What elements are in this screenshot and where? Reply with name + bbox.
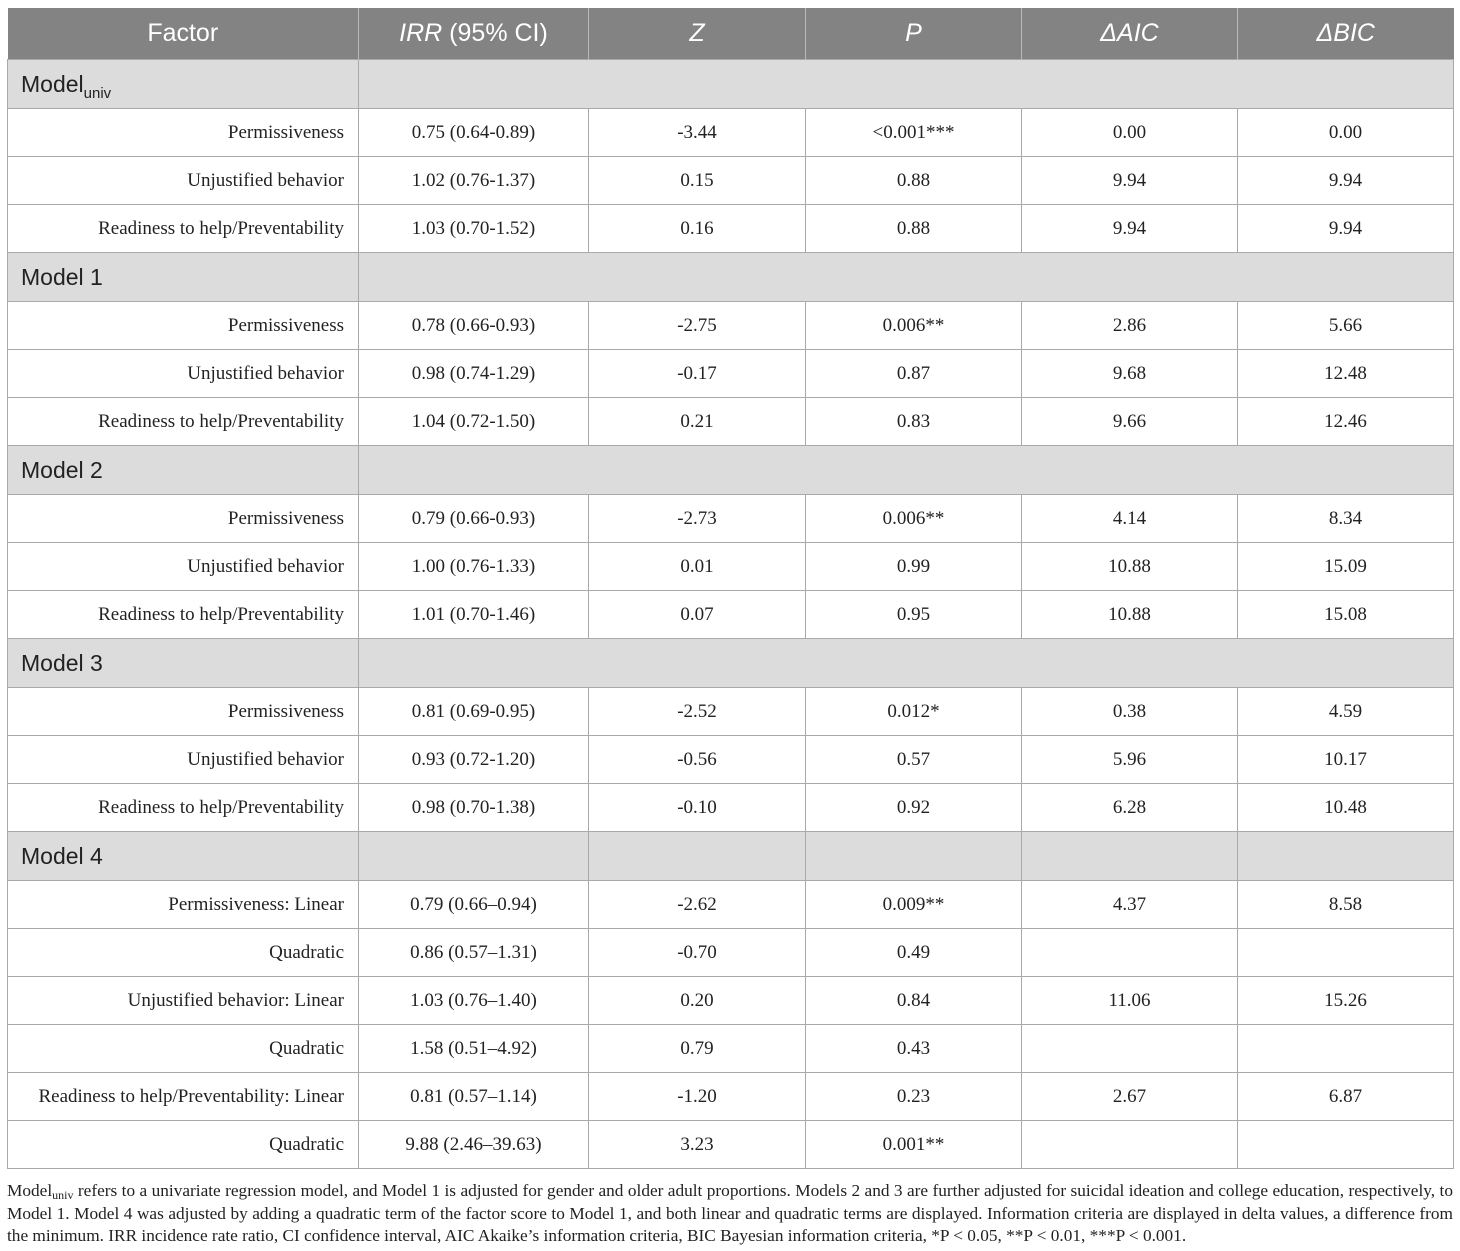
cell-factor: Quadratic (8, 929, 359, 977)
header-delta-aic: ΔAIC (1022, 8, 1238, 60)
table-header-row (8, 8, 1454, 60)
cell-delta-bic: 4.59 (1238, 688, 1454, 736)
cell-delta-bic: 12.46 (1238, 398, 1454, 446)
cell-factor: Unjustified behavior (8, 350, 359, 398)
model-group-name (8, 639, 359, 688)
cell-irr: 1.03 (0.70-1.52) (359, 205, 589, 253)
cell-factor: Permissiveness (8, 688, 359, 736)
cell-irr: 1.03 (0.76–1.40) (359, 977, 589, 1025)
cell-p: 0.006** (806, 495, 1022, 543)
header-z: Z (589, 8, 806, 60)
footnote-lead-subscript: univ (52, 1188, 74, 1202)
table-row (8, 929, 1454, 977)
cell-z: -1.20 (589, 1073, 806, 1121)
cell-factor: Readiness to help/Preventability (8, 205, 359, 253)
model-group-empty-cell (359, 832, 589, 881)
cell-irr: 1.00 (0.76-1.33) (359, 543, 589, 591)
cell-irr: 0.81 (0.57–1.14) (359, 1073, 589, 1121)
model-group-row (8, 446, 1454, 495)
cell-p: 0.99 (806, 543, 1022, 591)
cell-delta-aic: 9.68 (1022, 350, 1238, 398)
cell-z: 0.16 (589, 205, 806, 253)
cell-delta-aic (1022, 1121, 1238, 1169)
model-name-main: Model (21, 70, 84, 97)
cell-p: 0.23 (806, 1073, 1022, 1121)
model-group-row (8, 60, 1454, 109)
model-group-spacer (359, 60, 1454, 109)
cell-p: 0.83 (806, 398, 1022, 446)
cell-z: -2.75 (589, 302, 806, 350)
cell-p: 0.95 (806, 591, 1022, 639)
cell-irr: 0.78 (0.66-0.93) (359, 302, 589, 350)
model-name-main: Model 2 (21, 456, 103, 483)
cell-factor: Permissiveness (8, 109, 359, 157)
model-name-subscript: univ (83, 84, 112, 102)
cell-factor: Quadratic (8, 1121, 359, 1169)
cell-delta-aic: 10.88 (1022, 543, 1238, 591)
model-group-empty-cell (1022, 832, 1238, 881)
cell-factor: Readiness to help/Preventability (8, 591, 359, 639)
cell-z: 0.21 (589, 398, 806, 446)
table-row (8, 398, 1454, 446)
cell-irr: 0.98 (0.74-1.29) (359, 350, 589, 398)
cell-delta-aic: 9.94 (1022, 205, 1238, 253)
cell-factor: Permissiveness: Linear (8, 881, 359, 929)
cell-z: -2.52 (589, 688, 806, 736)
model-group-row (8, 832, 1454, 881)
cell-delta-bic: 15.08 (1238, 591, 1454, 639)
table-row (8, 881, 1454, 929)
model-group-row (8, 639, 1454, 688)
table-body (8, 60, 1454, 1169)
table-row (8, 495, 1454, 543)
cell-factor: Unjustified behavior (8, 736, 359, 784)
cell-delta-aic: 2.86 (1022, 302, 1238, 350)
cell-z: 3.23 (589, 1121, 806, 1169)
cell-z: 0.79 (589, 1025, 806, 1073)
table-row (8, 1121, 1454, 1169)
cell-factor: Unjustified behavior (8, 157, 359, 205)
table-row (8, 591, 1454, 639)
cell-p: 0.88 (806, 157, 1022, 205)
footnote-lead: Model (7, 1181, 53, 1200)
cell-factor: Unjustified behavior: Linear (8, 977, 359, 1025)
cell-p: 0.57 (806, 736, 1022, 784)
header-factor: Factor (8, 8, 359, 60)
cell-irr: 0.86 (0.57–1.31) (359, 929, 589, 977)
cell-z: -2.62 (589, 881, 806, 929)
header-delta-bic: ΔBIC (1238, 8, 1454, 60)
cell-p: 0.87 (806, 350, 1022, 398)
cell-delta-aic: 5.96 (1022, 736, 1238, 784)
cell-factor: Permissiveness (8, 302, 359, 350)
cell-delta-bic: 12.48 (1238, 350, 1454, 398)
cell-irr: 1.02 (0.76-1.37) (359, 157, 589, 205)
table-row (8, 1025, 1454, 1073)
cell-z: -0.56 (589, 736, 806, 784)
cell-z: -3.44 (589, 109, 806, 157)
cell-p: 0.43 (806, 1025, 1022, 1073)
model-group-row (8, 253, 1454, 302)
cell-p: 0.88 (806, 205, 1022, 253)
model-group-name (8, 832, 359, 881)
cell-p: <0.001*** (806, 109, 1022, 157)
cell-irr: 1.04 (0.72-1.50) (359, 398, 589, 446)
cell-irr: 0.79 (0.66–0.94) (359, 881, 589, 929)
model-group-name (8, 60, 359, 109)
regression-results-table (7, 8, 1454, 1169)
table-row (8, 205, 1454, 253)
cell-z: -0.70 (589, 929, 806, 977)
cell-irr: 0.75 (0.64-0.89) (359, 109, 589, 157)
cell-p: 0.012* (806, 688, 1022, 736)
cell-z: -2.73 (589, 495, 806, 543)
cell-p: 0.49 (806, 929, 1022, 977)
cell-p: 0.92 (806, 784, 1022, 832)
cell-factor: Readiness to help/Preventability (8, 784, 359, 832)
cell-delta-aic: 4.37 (1022, 881, 1238, 929)
model-group-empty-cell (806, 832, 1022, 881)
cell-delta-bic: 8.34 (1238, 495, 1454, 543)
cell-irr: 1.01 (0.70-1.46) (359, 591, 589, 639)
cell-z: 0.20 (589, 977, 806, 1025)
cell-delta-bic: 9.94 (1238, 205, 1454, 253)
model-group-name (8, 253, 359, 302)
model-group-spacer (359, 253, 1454, 302)
cell-z: 0.01 (589, 543, 806, 591)
cell-irr: 0.81 (0.69-0.95) (359, 688, 589, 736)
cell-z: 0.07 (589, 591, 806, 639)
cell-p: 0.009** (806, 881, 1022, 929)
cell-delta-aic: 0.00 (1022, 109, 1238, 157)
table-row (8, 350, 1454, 398)
cell-z: -0.10 (589, 784, 806, 832)
cell-delta-bic: 8.58 (1238, 881, 1454, 929)
cell-delta-aic: 2.67 (1022, 1073, 1238, 1121)
cell-delta-bic (1238, 929, 1454, 977)
cell-delta-aic: 0.38 (1022, 688, 1238, 736)
cell-delta-bic: 5.66 (1238, 302, 1454, 350)
cell-delta-aic: 6.28 (1022, 784, 1238, 832)
results-table-container (7, 8, 1453, 1247)
cell-p: 0.84 (806, 977, 1022, 1025)
model-name-main: Model 3 (21, 649, 103, 676)
model-group-spacer (359, 639, 1454, 688)
cell-irr: 0.93 (0.72-1.20) (359, 736, 589, 784)
table-row (8, 688, 1454, 736)
cell-delta-bic: 6.87 (1238, 1073, 1454, 1121)
cell-delta-aic: 9.66 (1022, 398, 1238, 446)
table-row (8, 543, 1454, 591)
cell-p: 0.001** (806, 1121, 1022, 1169)
header-irr-text: IRR (95% CI) (399, 19, 548, 47)
cell-delta-bic (1238, 1025, 1454, 1073)
cell-delta-bic: 15.09 (1238, 543, 1454, 591)
cell-factor: Readiness to help/Preventability: Linear (8, 1073, 359, 1121)
table-row (8, 784, 1454, 832)
cell-p: 0.006** (806, 302, 1022, 350)
table-row (8, 736, 1454, 784)
table-row (8, 1073, 1454, 1121)
cell-factor: Quadratic (8, 1025, 359, 1073)
table-row (8, 977, 1454, 1025)
cell-factor: Unjustified behavior (8, 543, 359, 591)
cell-delta-bic: 10.17 (1238, 736, 1454, 784)
model-group-empty-cell (589, 832, 806, 881)
cell-irr: 9.88 (2.46–39.63) (359, 1121, 589, 1169)
footnote-text: refers to a univariate regression model, and Model 1 is adjusted for gender and older adult proportions. Models 2 and 3 are further adjusted for suicidal ideation and college education, respectively, to Model 1. Model 4 was adjusted by adding a quadratic term of the factor score to Model 1, and both linear and quadratic terms are displayed. Information criteria are displayed in delta values, a difference from the minimum. IRR incidence rate ratio, CI confidence interval, AIC Akaike’s information criteria, BIC Bayesian information criteria, *P < 0.05, **P < 0.01, ***P < 0.001. (7, 1181, 1453, 1245)
table-row (8, 302, 1454, 350)
cell-irr: 0.79 (0.66-0.93) (359, 495, 589, 543)
cell-delta-bic (1238, 1121, 1454, 1169)
cell-delta-aic (1022, 1025, 1238, 1073)
cell-delta-aic: 11.06 (1022, 977, 1238, 1025)
cell-delta-aic: 10.88 (1022, 591, 1238, 639)
model-group-spacer (359, 446, 1454, 495)
table-row (8, 109, 1454, 157)
cell-irr: 1.58 (0.51–4.92) (359, 1025, 589, 1073)
table-row (8, 157, 1454, 205)
table-footnote (7, 1180, 1453, 1247)
model-group-empty-cell (1238, 832, 1454, 881)
model-name-main: Model 1 (21, 263, 103, 290)
header-p: P (806, 8, 1022, 60)
cell-delta-bic: 9.94 (1238, 157, 1454, 205)
cell-z: 0.15 (589, 157, 806, 205)
header-irr-italic: IRR (399, 19, 443, 47)
cell-delta-bic: 0.00 (1238, 109, 1454, 157)
cell-factor: Permissiveness (8, 495, 359, 543)
model-name-main: Model 4 (21, 842, 103, 869)
cell-z: -0.17 (589, 350, 806, 398)
cell-factor: Readiness to help/Preventability (8, 398, 359, 446)
cell-delta-aic (1022, 929, 1238, 977)
cell-delta-aic: 4.14 (1022, 495, 1238, 543)
cell-delta-bic: 10.48 (1238, 784, 1454, 832)
cell-delta-bic: 15.26 (1238, 977, 1454, 1025)
cell-irr: 0.98 (0.70-1.38) (359, 784, 589, 832)
cell-delta-aic: 9.94 (1022, 157, 1238, 205)
model-group-name (8, 446, 359, 495)
header-irr (359, 8, 589, 60)
